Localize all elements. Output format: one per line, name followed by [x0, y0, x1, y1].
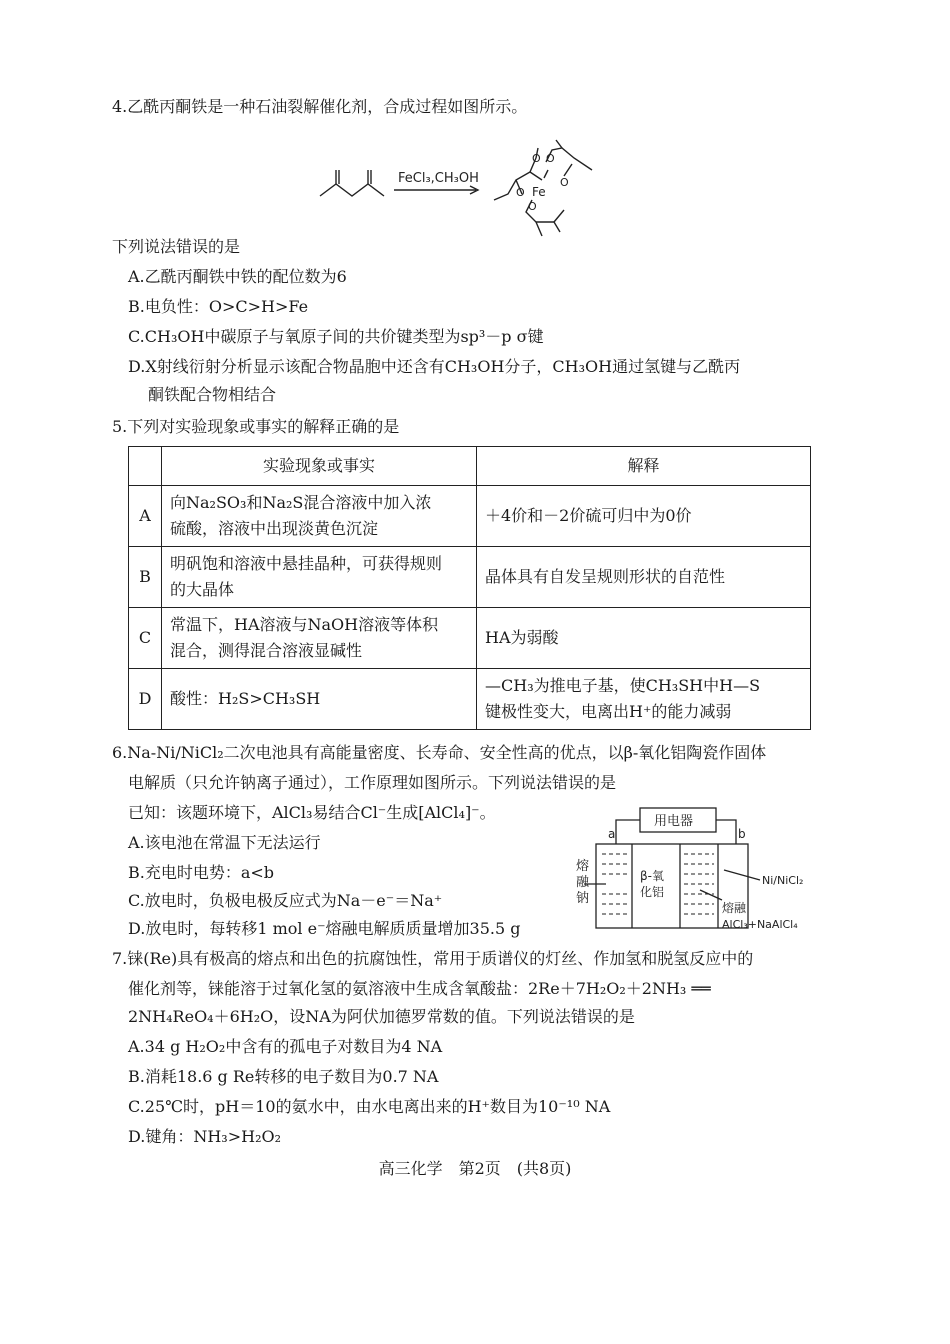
- row-fact: 酸性：H₂S>CH₃SH: [162, 669, 477, 730]
- device-label: 用电器: [654, 814, 694, 829]
- q4-stem: 4.乙酰丙酮铁是一种石油裂解催化剂，合成过程如图所示。: [112, 97, 528, 116]
- row-label: B: [129, 547, 162, 608]
- q5-stem: 5.下列对实验现象或事实的解释正确的是: [112, 417, 400, 436]
- q4-atom-o: O: [532, 152, 541, 165]
- q4-prompt: 下列说法错误的是: [112, 237, 241, 256]
- q4-atom-fe: Fe: [532, 185, 546, 199]
- ni-electrode-label: Ni/NiCl₂: [762, 874, 804, 887]
- q6-option-c: C.放电时，负极电极反应式为Na－e⁻＝Na⁺: [128, 891, 443, 910]
- row-fact: 明矾饱和溶液中悬挂晶种，可获得规则 的大晶体: [162, 547, 477, 608]
- q7-option-c: C.25℃时，pH＝10的氨水中，由水电离出来的H⁺数目为10⁻¹⁰ NA: [128, 1097, 611, 1116]
- q4-option-a: A.乙酰丙酮铁中铁的配位数为6: [128, 267, 347, 286]
- molten-na-label: 融: [576, 875, 590, 890]
- q7-stem-line3: 2NH₄ReO₄＋6H₂O，设NA为阿伏加德罗常数的值。下列说法错误的是: [128, 1007, 635, 1026]
- q4-option-d-cont: 酮铁配合物相结合: [148, 385, 277, 404]
- q6-known: 已知：该题环境下，AlCl₃易结合Cl⁻生成[AlCl₄]⁻。: [128, 803, 496, 822]
- q6-option-d: D.放电时，每转移1 mol e⁻熔融电解质质量增加35.5 g: [128, 919, 521, 938]
- row-explain: —CH₃为推电子基，使CH₃SH中H—S 键极性变大，电离出H⁺的能力减弱: [477, 669, 811, 730]
- q4-atom-o: O: [546, 152, 555, 165]
- salt-composition-label: AlCl₃+NaAlCl₄: [722, 918, 798, 931]
- q4-atom-o: O: [516, 186, 525, 199]
- q6-battery-diagram: [572, 804, 822, 940]
- row-fact: 向Na₂SO₃和Na₂S混合溶液中加入浓 硫酸，溶液中出现淡黄色沉淀: [162, 486, 477, 547]
- electrode-a-label: a: [608, 827, 616, 841]
- row-explain: HA为弱酸: [477, 608, 811, 669]
- row-explain: 晶体具有自发呈规则形状的自范性: [477, 547, 811, 608]
- row-label: C: [129, 608, 162, 669]
- q5-header-fact: 实验现象或事实: [162, 447, 477, 486]
- q7-stem-line1: 7.铼(Re)具有极高的熔点和出色的抗腐蚀性，常用于质谱仪的灯丝、作加氢和脱氢反应中的: [112, 949, 754, 968]
- row-label: D: [129, 669, 162, 730]
- row-fact: 常温下，HA溶液与NaOH溶液等体积 混合，测得混合溶液显碱性: [162, 608, 477, 669]
- page-footer: 高三化学 第2页 (共8页): [378, 1159, 572, 1178]
- beta-alumina-label: 化铝: [640, 885, 665, 899]
- q4-reaction-reagents: FeCl₃,CH₃OH: [398, 171, 479, 186]
- q4-atom-o: O: [560, 176, 569, 189]
- q7-stem-line2: 催化剂等，铼能溶于过氧化氢的氨溶液中生成含氧酸盐：2Re＋7H₂O₂＋2NH₃ ══: [128, 979, 711, 998]
- q6-stem-line1: 6.Na-Ni/NiCl₂二次电池具有高能量密度、长寿命、安全性高的优点，以β-氧化铝陶瓷作固体: [112, 743, 767, 762]
- electrode-b-label: b: [738, 827, 746, 841]
- table-row: [129, 547, 811, 608]
- q6-stem-line2: 电解质（只允许钠离子通过），工作原理如图所示。下列说法错误的是: [128, 773, 617, 792]
- q5-header-blank: [129, 447, 162, 486]
- table-row: [129, 608, 811, 669]
- beta-alumina-label: β-氧: [640, 869, 664, 883]
- row-explain: ＋4价和－2价硫可归中为0价: [477, 486, 811, 547]
- table-row: [129, 486, 811, 547]
- molten-salt-label: 熔融: [722, 901, 747, 915]
- q4-option-d: D.X射线衍射分析显示该配合物晶胞中还含有CH₃OH分子，CH₃OH通过氢键与乙酰丙: [128, 357, 741, 376]
- molten-na-label: 熔: [576, 859, 590, 874]
- q6-option-a: A.该电池在常温下无法运行: [128, 833, 321, 852]
- q6-option-b: B.充电时电势：a<b: [128, 863, 275, 882]
- q4-atom-o: O: [528, 200, 537, 213]
- q5-header-explain: 解释: [477, 447, 811, 486]
- q7-option-d: D.键角：NH₃>H₂O₂: [128, 1127, 282, 1146]
- table-row: [129, 669, 811, 730]
- q7-option-b: B.消耗18.6 g Re转移的电子数目为0.7 NA: [128, 1067, 439, 1086]
- q4-reaction-scheme: [310, 128, 630, 240]
- q7-option-a: A.34 g H₂O₂中含有的孤电子对数目为4 NA: [128, 1037, 443, 1056]
- q4-option-b: B.电负性：O>C>H>Fe: [128, 297, 309, 316]
- molten-na-label: 钠: [576, 891, 590, 906]
- q4-option-c: C.CH₃OH中碳原子与氧原子间的共价键类型为sp³－p σ键: [128, 327, 544, 346]
- q5-table: [128, 446, 811, 730]
- row-label: A: [129, 486, 162, 547]
